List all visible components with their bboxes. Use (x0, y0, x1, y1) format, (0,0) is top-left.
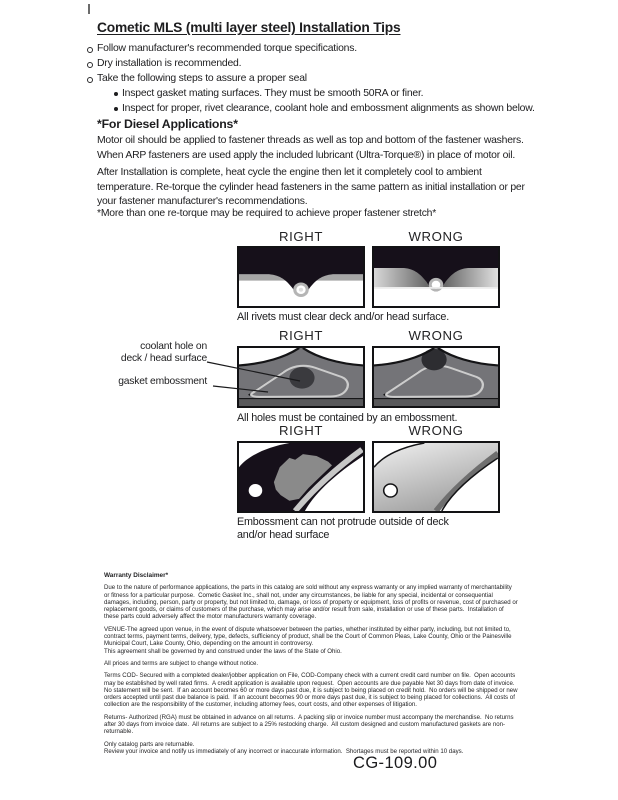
wrong-label-row2: WRONG (408, 328, 464, 343)
caption-line: and/or head surface (237, 528, 330, 541)
invoice-review-line: Review your invoice and notify us immediately of any incorrect or inaccurate information. Shortages must be reported within 10 days. (104, 747, 464, 755)
embossment-right-diagram (237, 346, 365, 408)
filled-bullet-icon (114, 92, 118, 96)
coolant-hole-annotation (55, 341, 207, 365)
page-title: Cometic MLS (multi layer steel) Installation Tips (97, 20, 401, 35)
hollow-bullet-icon (87, 77, 93, 83)
protrusion-right-illustration (239, 443, 363, 511)
warranty-paragraph: Due to the nature of performance applications, the parts in this catalog are sold without any express warranty or any implied warranty of merchantability or fitness for a particular purpose. Cometic Gasket Inc., shall not, under any circumstances, be liable for any special, incidental or consequential damages, including, person, party or property, but not limited to, damage, or loss of property or equipment, loss of profits or revenue, cost of purchased or replacement goods, or claims of customers of the purchase, which may arise and/or result from sale, installation or use of these parts. Installation of these parts could adversely affect the motor manufacturers warranty coverage. (104, 584, 520, 621)
retorque-note: *More than one re-torque may be required to achieve proper fastener stretch* (97, 208, 437, 219)
terms-cod-paragraph: Terms COD- Secured with a completed dealer/jobber application on File, COD-Company check with a current credit card number on file. Open accounts may be established by well rated firms. A credit application is available upon request. Open accounts are due payable Net 30 days from date of invoice. No statement will be sent. If an account becomes 60 or more days past due, it is subject to being placed on credit hold. No orders will be shipped or new orders accepted until past due balance is paid. If an account becomes 90 or more days past due, it is subject to being placed for collections. All costs of collection are the responsibility of the customer, including attorney fees, court costs, and other expenses of litigation. (104, 672, 520, 709)
tip-text: Take the following steps to assure a proper seal (97, 73, 307, 85)
document-code: CG-109.00 (353, 754, 438, 772)
returns-paragraph: Returns- Authorized (RGA) must be obtained in advance on all returns. A packing slip or invoice number must accompany the merchandise. No returns after 30 days from invoice date. All returns are subject to a 25% restocking charge. All custom designed and custom manufactured gaskets are non-returnable. (104, 713, 516, 736)
governing-law-line: This agreement shall be governed by and construed under the laws of the State of Ohio. (104, 647, 342, 655)
hollow-bullet-icon (87, 47, 93, 53)
embossment-wrong-illustration (374, 348, 498, 406)
tip-text: Follow manufacturer's recommended torque specifications. (97, 43, 357, 54)
catalog-parts-line: Only catalog parts are returnable. (104, 740, 195, 748)
venue-paragraph: VENUE-The agreed upon venue, in the event of dispute whatsoever between the parties, whether instituted by either party, including, but not limited to, contract terms, payment terms, delivery, type, defects, sufficiency of product, shall be the Court of Common Pleas, Lake County, Ohio or the Painesville Municipal Court, Lake County, Ohio, depending on the amount in controversy. (104, 625, 514, 648)
installation-tips-list (87, 43, 567, 118)
right-label-row3: RIGHT (278, 423, 324, 438)
filled-bullet-icon (114, 107, 118, 111)
wrong-label-row3: WRONG (408, 423, 464, 438)
list-item (87, 73, 567, 88)
list-item (87, 43, 567, 58)
right-label-row1: RIGHT (278, 229, 324, 244)
rivet-wrong-diagram (372, 246, 500, 308)
legal-text-block (104, 572, 518, 760)
registration-mark (88, 4, 90, 14)
protrusion-right-diagram (237, 441, 365, 513)
gasket-embossment-annotation: gasket embossment (118, 376, 207, 387)
diesel-paragraph-2: After Installation is complete, heat cycle the engine then let it completely cool to ambient temperature. Re-torque the cylinder head fasteners in the same pattern as initial installation or per your fastener manufacturer's recommendations. (97, 167, 528, 208)
protrusion-wrong-diagram (372, 441, 500, 513)
rivet-wrong-illustration (374, 248, 498, 306)
right-label-row2: RIGHT (278, 328, 324, 343)
row2-caption: All holes must be contained by an embossment. (237, 412, 458, 424)
warranty-disclaimer-heading: Warranty Disclaimer* (104, 572, 169, 579)
annotation-text: coolant hole on (140, 341, 207, 352)
tip-text: Inspect gasket mating surfaces. They must be smooth 50RA or finer. (122, 88, 424, 100)
embossment-right-illustration (239, 348, 363, 406)
caption-line: Embossment can not protrude outside of deck (237, 516, 449, 528)
hollow-bullet-icon (87, 62, 93, 68)
protrusion-wrong-illustration (374, 443, 498, 511)
diesel-paragraph-1: Motor oil should be applied to fastener threads as well as top and bottom of the fastener washers. When ARP fasteners are used apply the included lubricant (Ultra-Torque®) in place of motor oil. (97, 135, 527, 161)
tip-text: Dry installation is recommended. (97, 58, 242, 70)
row1-caption: All rivets must clear deck and/or head surface. (237, 311, 450, 323)
annotation-text: deck / head surface (120, 353, 207, 364)
rivet-right-illustration (239, 248, 363, 306)
row3-caption (237, 516, 449, 541)
embossment-wrong-diagram (372, 346, 500, 408)
prices-terms-line: All prices and terms are subject to change without notice. (104, 659, 259, 667)
tip-text: Inspect for proper, rivet clearance, coolant hole and embossment alignments as shown below. (122, 103, 535, 115)
wrong-label-row1: WRONG (408, 229, 464, 244)
list-item (114, 88, 567, 103)
diesel-section-heading: *For Diesel Applications* (97, 117, 238, 131)
rivet-right-diagram (237, 246, 365, 308)
list-item (87, 58, 567, 73)
